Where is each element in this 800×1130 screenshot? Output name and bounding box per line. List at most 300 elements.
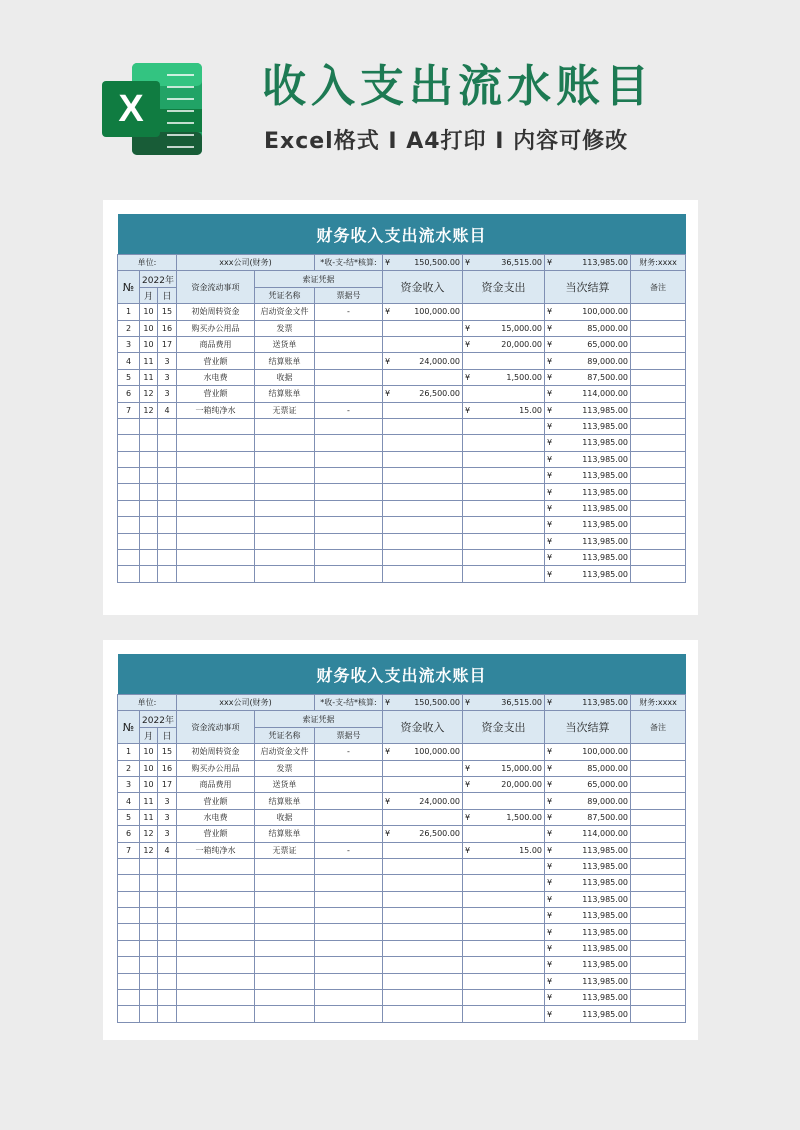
cell-voucher-no[interactable]	[315, 451, 383, 467]
cell-voucher-name[interactable]	[255, 517, 315, 533]
cell-day[interactable]: 17	[158, 776, 177, 792]
cell-month[interactable]	[140, 858, 158, 874]
cell-month[interactable]: 12	[140, 826, 158, 842]
cell-voucher-no[interactable]: -	[315, 402, 383, 418]
cell-income[interactable]	[383, 957, 463, 973]
cell-day[interactable]	[158, 858, 177, 874]
cell-remark[interactable]	[631, 826, 686, 842]
cell-day[interactable]: 15	[158, 744, 177, 760]
cell-income[interactable]	[383, 402, 463, 418]
cell-balance[interactable]	[545, 566, 631, 582]
cell-voucher-name[interactable]: 发票	[255, 760, 315, 776]
cell-remark[interactable]	[631, 940, 686, 956]
cell-voucher-name[interactable]	[255, 924, 315, 940]
cell-month[interactable]	[140, 550, 158, 566]
cell-item[interactable]: 初始周转资金	[177, 744, 255, 760]
cell-balance[interactable]	[545, 517, 631, 533]
cell-voucher-name[interactable]: 收据	[255, 369, 315, 385]
cell-remark[interactable]	[631, 776, 686, 792]
cell-month[interactable]	[140, 500, 158, 516]
income-total[interactable]: ¥ 150,500.00	[383, 255, 463, 271]
cell-expense[interactable]	[463, 550, 545, 566]
cell-day[interactable]	[158, 550, 177, 566]
cell-voucher-no[interactable]	[315, 826, 383, 842]
cell-month[interactable]	[140, 990, 158, 1006]
cell-balance[interactable]	[545, 468, 631, 484]
cell-income[interactable]	[383, 826, 463, 842]
cell-day[interactable]	[158, 566, 177, 582]
cell-expense[interactable]	[463, 973, 545, 989]
cell-item[interactable]	[177, 451, 255, 467]
cell-remark[interactable]	[631, 858, 686, 874]
cell-remark[interactable]	[631, 990, 686, 1006]
cell-voucher-name[interactable]	[255, 940, 315, 956]
cell-no[interactable]: 5	[118, 809, 140, 825]
cell-no[interactable]	[118, 908, 140, 924]
cell-day[interactable]: 3	[158, 826, 177, 842]
cell-item[interactable]: 购买办公用品	[177, 320, 255, 336]
cell-voucher-name[interactable]	[255, 484, 315, 500]
cell-day[interactable]	[158, 517, 177, 533]
cell-no[interactable]	[118, 990, 140, 1006]
cell-expense[interactable]	[463, 776, 545, 792]
cell-month[interactable]	[140, 533, 158, 549]
cell-item[interactable]	[177, 908, 255, 924]
cell-expense[interactable]	[463, 1006, 545, 1022]
cell-remark[interactable]	[631, 875, 686, 891]
cell-day[interactable]: 17	[158, 336, 177, 352]
cell-balance[interactable]	[545, 990, 631, 1006]
cell-item[interactable]	[177, 566, 255, 582]
cell-expense[interactable]	[463, 353, 545, 369]
cell-balance[interactable]	[545, 776, 631, 792]
cell-income[interactable]	[383, 973, 463, 989]
cell-voucher-no[interactable]	[315, 957, 383, 973]
cell-expense[interactable]	[463, 990, 545, 1006]
cell-no[interactable]: 4	[118, 793, 140, 809]
cell-income[interactable]	[383, 336, 463, 352]
cell-no[interactable]	[118, 940, 140, 956]
cell-balance[interactable]	[545, 908, 631, 924]
cell-balance[interactable]	[545, 973, 631, 989]
cell-month[interactable]	[140, 468, 158, 484]
cell-no[interactable]	[118, 1006, 140, 1022]
cell-day[interactable]: 3	[158, 353, 177, 369]
cell-voucher-name[interactable]: 启动资金文件	[255, 744, 315, 760]
cell-income[interactable]	[383, 891, 463, 907]
cell-no[interactable]: 3	[118, 776, 140, 792]
cell-month[interactable]: 11	[140, 369, 158, 385]
cell-voucher-no[interactable]	[315, 500, 383, 516]
cell-item[interactable]	[177, 533, 255, 549]
cell-month[interactable]: 10	[140, 776, 158, 792]
cell-voucher-name[interactable]	[255, 533, 315, 549]
cell-voucher-name[interactable]	[255, 451, 315, 467]
cell-expense[interactable]	[463, 809, 545, 825]
cell-balance[interactable]	[545, 924, 631, 940]
cell-no[interactable]	[118, 435, 140, 451]
cell-item[interactable]	[177, 435, 255, 451]
unit-value[interactable]: xxx公司(财务)	[177, 255, 315, 271]
cell-balance[interactable]	[545, 304, 631, 320]
cell-balance[interactable]	[545, 940, 631, 956]
cell-voucher-name[interactable]: 送货单	[255, 776, 315, 792]
cell-item[interactable]: 一箱纯净水	[177, 402, 255, 418]
cell-voucher-name[interactable]: 无票证	[255, 842, 315, 858]
cell-expense[interactable]	[463, 826, 545, 842]
cell-no[interactable]: 7	[118, 402, 140, 418]
cell-month[interactable]	[140, 940, 158, 956]
cell-remark[interactable]	[631, 809, 686, 825]
cell-remark[interactable]	[631, 484, 686, 500]
cell-remark[interactable]	[631, 744, 686, 760]
cell-month[interactable]: 12	[140, 402, 158, 418]
balance-total[interactable]: ¥ 113,985.00	[545, 695, 631, 711]
cell-voucher-no[interactable]	[315, 336, 383, 352]
cell-day[interactable]	[158, 1006, 177, 1022]
cell-expense[interactable]	[463, 451, 545, 467]
cell-remark[interactable]	[631, 957, 686, 973]
cell-balance[interactable]	[545, 402, 631, 418]
cell-voucher-name[interactable]: 收据	[255, 809, 315, 825]
cell-item[interactable]: 营业额	[177, 386, 255, 402]
cell-income[interactable]	[383, 451, 463, 467]
cell-day[interactable]	[158, 468, 177, 484]
cell-voucher-no[interactable]	[315, 435, 383, 451]
cell-expense[interactable]	[463, 320, 545, 336]
cell-income[interactable]	[383, 940, 463, 956]
cell-item[interactable]	[177, 468, 255, 484]
cell-item[interactable]: 水电费	[177, 809, 255, 825]
cell-income[interactable]	[383, 320, 463, 336]
cell-day[interactable]: 4	[158, 842, 177, 858]
cell-voucher-no[interactable]: -	[315, 842, 383, 858]
cell-no[interactable]	[118, 957, 140, 973]
cell-voucher-name[interactable]	[255, 566, 315, 582]
cell-day[interactable]: 3	[158, 369, 177, 385]
cell-income[interactable]	[383, 468, 463, 484]
cell-voucher-no[interactable]	[315, 809, 383, 825]
cell-voucher-no[interactable]	[315, 940, 383, 956]
cell-day[interactable]	[158, 500, 177, 516]
cell-remark[interactable]	[631, 402, 686, 418]
cell-balance[interactable]	[545, 320, 631, 336]
cell-no[interactable]	[118, 858, 140, 874]
cell-no[interactable]	[118, 924, 140, 940]
cell-voucher-no[interactable]	[315, 908, 383, 924]
cell-balance[interactable]	[545, 500, 631, 516]
cell-voucher-no[interactable]	[315, 776, 383, 792]
cell-balance[interactable]	[545, 336, 631, 352]
cell-voucher-name[interactable]	[255, 875, 315, 891]
cell-income[interactable]	[383, 809, 463, 825]
cell-income[interactable]	[383, 990, 463, 1006]
cell-income[interactable]	[383, 386, 463, 402]
cell-day[interactable]: 3	[158, 809, 177, 825]
finance-note[interactable]: 财务:xxxx	[631, 255, 686, 271]
cell-day[interactable]	[158, 451, 177, 467]
cell-item[interactable]	[177, 957, 255, 973]
cell-month[interactable]: 10	[140, 744, 158, 760]
cell-day[interactable]	[158, 891, 177, 907]
cell-voucher-no[interactable]	[315, 875, 383, 891]
cell-remark[interactable]	[631, 500, 686, 516]
cell-balance[interactable]	[545, 957, 631, 973]
cell-day[interactable]: 16	[158, 320, 177, 336]
cell-expense[interactable]	[463, 418, 545, 434]
cell-day[interactable]	[158, 484, 177, 500]
cell-voucher-name[interactable]: 送货单	[255, 336, 315, 352]
cell-no[interactable]: 3	[118, 336, 140, 352]
unit-value[interactable]: xxx公司(财务)	[177, 695, 315, 711]
cell-month[interactable]	[140, 908, 158, 924]
finance-note[interactable]: 财务:xxxx	[631, 695, 686, 711]
cell-voucher-no[interactable]	[315, 468, 383, 484]
cell-voucher-no[interactable]: -	[315, 304, 383, 320]
cell-balance[interactable]	[545, 891, 631, 907]
cell-no[interactable]: 6	[118, 386, 140, 402]
cell-voucher-no[interactable]	[315, 1006, 383, 1022]
cell-month[interactable]	[140, 1006, 158, 1022]
cell-expense[interactable]	[463, 517, 545, 533]
cell-remark[interactable]	[631, 550, 686, 566]
cell-day[interactable]	[158, 875, 177, 891]
cell-month[interactable]	[140, 875, 158, 891]
cell-remark[interactable]	[631, 566, 686, 582]
cell-no[interactable]	[118, 973, 140, 989]
expense-total[interactable]: ¥ 36,515.00	[463, 255, 545, 271]
cell-income[interactable]	[383, 776, 463, 792]
cell-income[interactable]	[383, 435, 463, 451]
cell-remark[interactable]	[631, 842, 686, 858]
cell-voucher-name[interactable]: 结算账单	[255, 386, 315, 402]
cell-income[interactable]	[383, 304, 463, 320]
cell-income[interactable]	[383, 744, 463, 760]
cell-income[interactable]	[383, 760, 463, 776]
cell-month[interactable]	[140, 957, 158, 973]
cell-income[interactable]	[383, 500, 463, 516]
cell-voucher-no[interactable]	[315, 320, 383, 336]
cell-no[interactable]	[118, 550, 140, 566]
income-total[interactable]: ¥ 150,500.00	[383, 695, 463, 711]
cell-balance[interactable]	[545, 451, 631, 467]
cell-expense[interactable]	[463, 484, 545, 500]
cell-item[interactable]	[177, 550, 255, 566]
cell-expense[interactable]	[463, 336, 545, 352]
cell-balance[interactable]	[545, 435, 631, 451]
cell-item[interactable]	[177, 940, 255, 956]
cell-day[interactable]	[158, 533, 177, 549]
cell-month[interactable]: 10	[140, 336, 158, 352]
cell-voucher-no[interactable]	[315, 760, 383, 776]
cell-item[interactable]	[177, 517, 255, 533]
cell-voucher-no[interactable]	[315, 566, 383, 582]
cell-voucher-no[interactable]	[315, 484, 383, 500]
cell-remark[interactable]	[631, 891, 686, 907]
cell-item[interactable]	[177, 484, 255, 500]
cell-remark[interactable]	[631, 386, 686, 402]
cell-month[interactable]: 12	[140, 386, 158, 402]
cell-voucher-name[interactable]	[255, 500, 315, 516]
cell-expense[interactable]	[463, 908, 545, 924]
cell-remark[interactable]	[631, 1006, 686, 1022]
cell-income[interactable]	[383, 924, 463, 940]
cell-voucher-no[interactable]	[315, 550, 383, 566]
cell-item[interactable]: 初始周转资金	[177, 304, 255, 320]
cell-voucher-name[interactable]	[255, 418, 315, 434]
cell-no[interactable]: 2	[118, 320, 140, 336]
cell-balance[interactable]	[545, 744, 631, 760]
cell-no[interactable]	[118, 891, 140, 907]
cell-balance[interactable]	[545, 369, 631, 385]
cell-expense[interactable]	[463, 468, 545, 484]
cell-month[interactable]	[140, 566, 158, 582]
cell-month[interactable]	[140, 891, 158, 907]
cell-expense[interactable]	[463, 304, 545, 320]
cell-remark[interactable]	[631, 304, 686, 320]
cell-income[interactable]	[383, 484, 463, 500]
cell-expense[interactable]	[463, 369, 545, 385]
cell-expense[interactable]	[463, 500, 545, 516]
cell-remark[interactable]	[631, 451, 686, 467]
cell-no[interactable]: 2	[118, 760, 140, 776]
cell-voucher-no[interactable]	[315, 891, 383, 907]
cell-remark[interactable]	[631, 760, 686, 776]
cell-expense[interactable]	[463, 875, 545, 891]
cell-day[interactable]	[158, 940, 177, 956]
cell-item[interactable]	[177, 875, 255, 891]
cell-income[interactable]	[383, 566, 463, 582]
cell-remark[interactable]	[631, 793, 686, 809]
cell-day[interactable]: 3	[158, 793, 177, 809]
cell-no[interactable]	[118, 418, 140, 434]
cell-no[interactable]	[118, 566, 140, 582]
cell-balance[interactable]	[545, 533, 631, 549]
cell-day[interactable]	[158, 990, 177, 1006]
cell-day[interactable]	[158, 908, 177, 924]
cell-month[interactable]: 10	[140, 304, 158, 320]
cell-voucher-name[interactable]: 结算账单	[255, 826, 315, 842]
cell-day[interactable]: 4	[158, 402, 177, 418]
cell-voucher-name[interactable]: 结算账单	[255, 353, 315, 369]
cell-month[interactable]	[140, 484, 158, 500]
cell-voucher-name[interactable]	[255, 908, 315, 924]
cell-no[interactable]	[118, 500, 140, 516]
cell-voucher-name[interactable]: 启动资金文件	[255, 304, 315, 320]
cell-item[interactable]: 营业额	[177, 353, 255, 369]
cell-month[interactable]	[140, 418, 158, 434]
cell-balance[interactable]	[545, 550, 631, 566]
cell-no[interactable]	[118, 468, 140, 484]
expense-total[interactable]: ¥ 36,515.00	[463, 695, 545, 711]
cell-income[interactable]	[383, 875, 463, 891]
cell-balance[interactable]	[545, 760, 631, 776]
cell-balance[interactable]	[545, 875, 631, 891]
cell-balance[interactable]	[545, 418, 631, 434]
cell-item[interactable]: 营业额	[177, 826, 255, 842]
cell-remark[interactable]	[631, 435, 686, 451]
cell-remark[interactable]	[631, 320, 686, 336]
cell-expense[interactable]	[463, 402, 545, 418]
cell-day[interactable]: 16	[158, 760, 177, 776]
cell-item[interactable]	[177, 924, 255, 940]
cell-voucher-name[interactable]	[255, 990, 315, 1006]
cell-item[interactable]: 营业额	[177, 793, 255, 809]
cell-voucher-name[interactable]	[255, 957, 315, 973]
cell-expense[interactable]	[463, 744, 545, 760]
cell-item[interactable]: 商品费用	[177, 776, 255, 792]
cell-balance[interactable]	[545, 484, 631, 500]
cell-voucher-no[interactable]	[315, 533, 383, 549]
cell-item[interactable]	[177, 500, 255, 516]
cell-no[interactable]	[118, 451, 140, 467]
cell-month[interactable]: 10	[140, 760, 158, 776]
cell-no[interactable]: 1	[118, 304, 140, 320]
cell-voucher-name[interactable]	[255, 891, 315, 907]
cell-item[interactable]: 一箱纯净水	[177, 842, 255, 858]
cell-month[interactable]: 11	[140, 353, 158, 369]
cell-item[interactable]	[177, 858, 255, 874]
cell-expense[interactable]	[463, 891, 545, 907]
cell-voucher-no[interactable]	[315, 369, 383, 385]
cell-income[interactable]	[383, 353, 463, 369]
cell-day[interactable]	[158, 418, 177, 434]
cell-income[interactable]	[383, 533, 463, 549]
cell-expense[interactable]	[463, 858, 545, 874]
cell-voucher-no[interactable]: -	[315, 744, 383, 760]
cell-expense[interactable]	[463, 924, 545, 940]
cell-month[interactable]: 12	[140, 842, 158, 858]
cell-month[interactable]	[140, 451, 158, 467]
cell-balance[interactable]	[545, 386, 631, 402]
cell-expense[interactable]	[463, 566, 545, 582]
cell-item[interactable]	[177, 418, 255, 434]
cell-day[interactable]	[158, 973, 177, 989]
cell-voucher-no[interactable]	[315, 386, 383, 402]
cell-item[interactable]	[177, 1006, 255, 1022]
cell-remark[interactable]	[631, 924, 686, 940]
cell-voucher-no[interactable]	[315, 418, 383, 434]
cell-month[interactable]: 11	[140, 809, 158, 825]
cell-voucher-name[interactable]: 结算账单	[255, 793, 315, 809]
cell-voucher-no[interactable]	[315, 858, 383, 874]
cell-remark[interactable]	[631, 973, 686, 989]
cell-income[interactable]	[383, 858, 463, 874]
cell-voucher-name[interactable]	[255, 435, 315, 451]
cell-item[interactable]	[177, 990, 255, 1006]
cell-month[interactable]	[140, 973, 158, 989]
cell-remark[interactable]	[631, 517, 686, 533]
cell-day[interactable]: 15	[158, 304, 177, 320]
cell-income[interactable]	[383, 418, 463, 434]
cell-month[interactable]: 10	[140, 320, 158, 336]
cell-no[interactable]	[118, 533, 140, 549]
cell-balance[interactable]	[545, 1006, 631, 1022]
cell-no[interactable]: 7	[118, 842, 140, 858]
cell-no[interactable]: 4	[118, 353, 140, 369]
cell-voucher-name[interactable]: 无票证	[255, 402, 315, 418]
cell-balance[interactable]	[545, 353, 631, 369]
cell-item[interactable]	[177, 973, 255, 989]
cell-month[interactable]	[140, 517, 158, 533]
cell-day[interactable]	[158, 435, 177, 451]
cell-voucher-name[interactable]	[255, 973, 315, 989]
cell-voucher-name[interactable]: 发票	[255, 320, 315, 336]
cell-income[interactable]	[383, 908, 463, 924]
cell-item[interactable]	[177, 891, 255, 907]
cell-income[interactable]	[383, 369, 463, 385]
cell-item[interactable]: 商品费用	[177, 336, 255, 352]
